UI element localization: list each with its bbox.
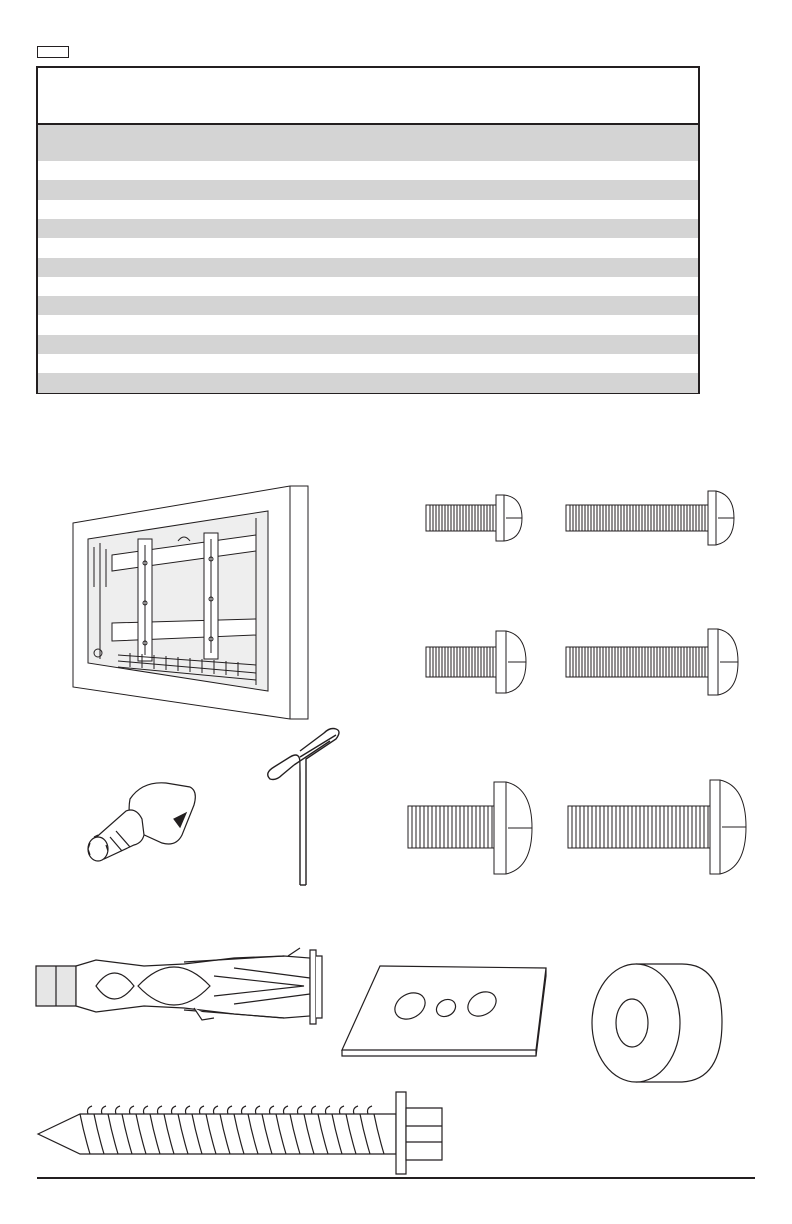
machine-screw-long-illustration xyxy=(562,487,734,549)
table-row xyxy=(38,277,698,296)
table-row xyxy=(38,200,698,219)
machine-screw-large-short-illustration xyxy=(404,780,532,876)
section-tag xyxy=(37,46,69,58)
lag-bolt-illustration xyxy=(34,1090,446,1176)
footer-divider xyxy=(37,1177,755,1179)
spacer-plate-illustration xyxy=(340,964,548,1060)
security-key-illustration xyxy=(82,777,200,867)
table-row xyxy=(38,315,698,334)
table-row xyxy=(38,296,698,315)
table-row xyxy=(38,258,698,277)
table-row xyxy=(38,335,698,354)
table-row xyxy=(38,161,698,180)
parts-table-header xyxy=(38,68,698,125)
table-row xyxy=(38,219,698,238)
machine-screw-medium-long-illustration xyxy=(562,627,738,697)
machine-screw-medium-short-illustration xyxy=(422,627,526,697)
table-row xyxy=(38,180,698,199)
table-row xyxy=(38,238,698,257)
machine-screw-large-long-illustration xyxy=(564,778,746,876)
table-row xyxy=(38,125,698,161)
wall-anchor-illustration xyxy=(34,946,324,1028)
parts-list-table xyxy=(36,66,700,394)
table-row xyxy=(38,373,698,392)
machine-screw-short-illustration xyxy=(422,487,522,549)
table-row xyxy=(38,354,698,373)
spacer-washer-illustration xyxy=(590,962,722,1086)
t-hex-wrench-illustration xyxy=(260,727,344,889)
wall-mount-enclosure-illustration xyxy=(70,483,310,723)
